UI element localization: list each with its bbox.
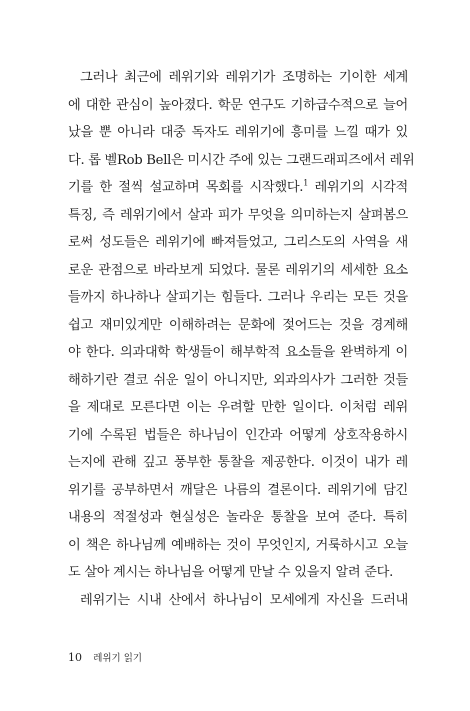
text-line: 다. 롭 벨Rob Bell은 미시간 주에 있는 그랜드래피즈에서 레위: [68, 152, 415, 168]
text-line-with-footnote: [68, 174, 408, 202]
text-line: 들까지 하나하나 살피기는 힘들다. 그러나 우리는 모든 것을: [68, 290, 408, 305]
text-line: 그러나 최근에 레위기와 레위기가 조명하는 기이한 세계: [80, 70, 408, 85]
footnote-marker: 1: [303, 178, 308, 188]
text-line: 해하기란 결코 쉬운 일이 아니지만, 외과의사가 그러한 것들: [68, 372, 408, 388]
text-line: 야 한다. 의과대학 학생들이 해부학적 요소들을 완벽하게 이: [68, 345, 408, 360]
text-line: 로운 관점으로 바라보게 되었다. 물론 레위기의 세세한 요소: [68, 262, 408, 278]
text-line: 에 대한 관심이 높아졌다. 학문 연구도 기하급수적으로 늘어: [68, 97, 408, 113]
body-text: [68, 64, 415, 614]
text-line: 로써 성도들은 레위기에 빠져들었고, 그리스도의 사역을 새: [68, 235, 408, 250]
text-line: 났을 뿐 아니라 대중 독자도 레위기에 흥미를 느낄 때가 있: [68, 125, 408, 140]
running-title: 레위기 읽기: [93, 653, 143, 664]
text-line-start: 기를 한 절씩 설교하며 목회를 시작했다.: [68, 180, 304, 195]
page-number: 10: [68, 651, 82, 664]
text-line: 기에 수록된 법들은 하나님이 인간과 어떻게 상호작용하시: [68, 427, 408, 443]
text-line: 레위기는 시내 산에서 하나님이 모세에게 자신을 드러내: [80, 592, 408, 608]
page-footer: [68, 650, 142, 664]
text-line-tail: 레위기의 시각적: [308, 180, 408, 195]
text-line: 이 책은 하나님께 예배하는 것이 무엇인지, 거룩하시고 오늘: [68, 537, 408, 553]
text-line: 는지에 관해 깊고 풍부한 통찰을 제공한다. 이것이 내가 레: [68, 455, 408, 470]
text-line: 도 살아 계시는 하나님을 어떻게 만날 수 있을지 알려 준다.: [68, 565, 394, 580]
text-line: 쉽고 재미있게만 이해하려는 문화에 젖어드는 것을 경계해: [68, 317, 408, 333]
text-line: 을 제대로 모른다면 이는 우려할 만한 일이다. 이처럼 레위: [68, 400, 408, 415]
text-line: 내용의 적절성과 현실성은 놀라운 통찰을 보여 준다. 특히: [68, 510, 408, 525]
text-line: 위기를 공부하면서 깨달은 나름의 결론이다. 레위기에 담긴: [68, 482, 408, 498]
text-line: 특징, 즉 레위기에서 살과 피가 무엇을 의미하는지 살펴봄으: [68, 207, 408, 223]
